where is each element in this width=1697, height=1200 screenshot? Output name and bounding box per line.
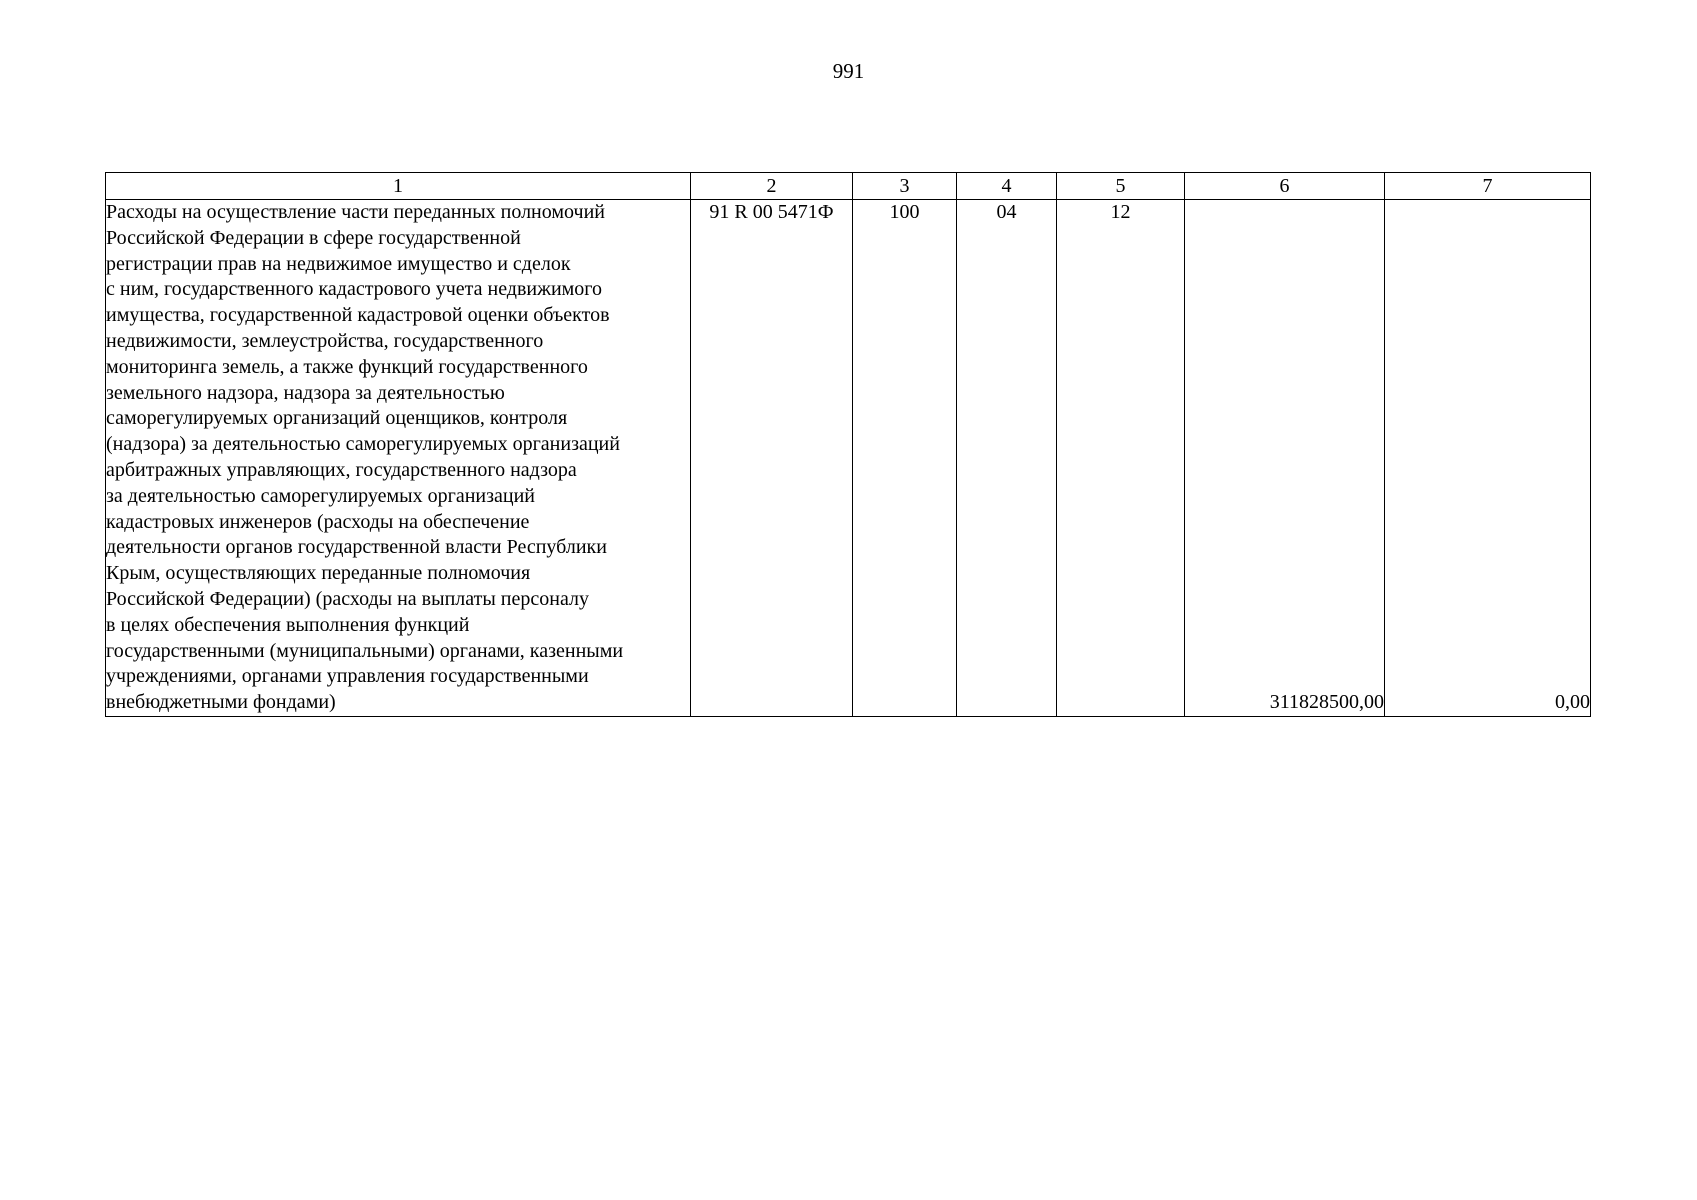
table-header-row [106, 173, 1591, 200]
column-header-4: 4 [957, 173, 1057, 200]
column-header-6: 6 [1185, 173, 1385, 200]
amount-column-6: 311828500,00 [1185, 200, 1385, 717]
expense-type-code: 100 [853, 200, 957, 717]
column-header-5: 5 [1057, 173, 1185, 200]
target-article-code: 91 R 00 5471Ф [691, 200, 853, 717]
amount-column-7: 0,00 [1385, 200, 1591, 717]
budget-table [105, 172, 1591, 717]
page-number: 991 [832, 59, 865, 83]
expense-description: Расходы на осуществление части переданных полномочий Российской Федерации в сфере государственной регистрации прав на недвижимое имущество и сделок с ним, государственного кадастрового учета недвижимого имущества, государственной кадастровой оценки объектов недвижимости, землеустройства, государственного мониторинга земель, а также функций государственного земельного надзора, надзора за деятельностью саморегулируемых организаций оценщиков, контроля (надзора) за деятельностью саморегулируемых организаций арбитражных управляющих, государственного надзора за деятельностью саморегулируемых организаций кадастровых инженеров (расходы на обеспечение деятельности органов государственной власти Республики Крым, осуществляющих переданные полномочия Российской Федерации) (расходы на выплаты персоналу в целях обеспечения выполнения функций государственными (муниципальными) органами, казенными учреждениями, органами управления государственными внебюджетными фондами) [106, 200, 691, 717]
column-header-7: 7 [1385, 173, 1591, 200]
column-header-3: 3 [853, 173, 957, 200]
subsection-code: 12 [1057, 200, 1185, 717]
section-code: 04 [957, 200, 1057, 717]
table-row [106, 200, 1591, 717]
column-header-2: 2 [691, 173, 853, 200]
column-header-1: 1 [106, 173, 691, 200]
